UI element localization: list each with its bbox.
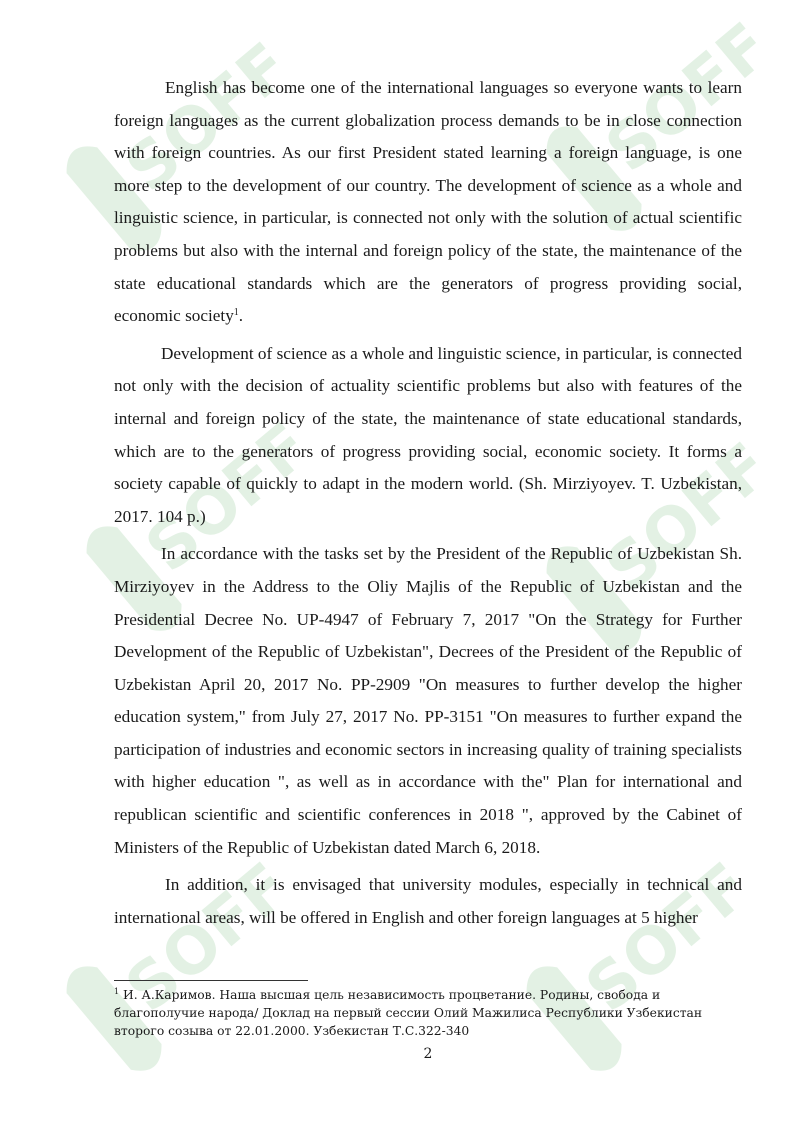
svg-text:SOFF: SOFF xyxy=(112,860,280,1027)
footnote-text: И. А.Каримов. Наша высшая цель независимость процветание. Родины, свобода и благополучие народа/ Доклад на первый сессии Олий Мажилиса Республики Узбекистан второго созыва от 22.01.2000. Узбекистан Т.С.322-340 xyxy=(114,988,703,1038)
paragraph-text: English has become one of the international languages so everyone wants to learn foreign languages as the current globalization process demands to be in close connection with foreign countries. As our first President stated learning a foreign language, is one more step to the development of our country. The development of science as a whole and linguistic science, in particular, is connected not only with the solution of actual scientific problems but also with the internal and foreign policy of the state, the maintenance of the state educational standards which are the generators of progress providing social, economic society xyxy=(114,78,742,326)
svg-text:SOFF: SOFF xyxy=(592,440,760,607)
paragraph-tail: . xyxy=(238,306,244,326)
paragraph xyxy=(114,869,742,934)
paragraph-text: Development of science as a whole and linguistic science, in particular, is connected not only with the decision of actuality scientific problems but also with features of the internal and foreign policy of the state, the maintenance of state educational standards, which are to the generators of progress providing social, economic society. It forms a society capable of quickly to adapt in the modern world. (Sh. Mirziyoyev. T. Uzbekistan, 2017. 104 p.) xyxy=(114,343,742,526)
svg-text:SOFF: SOFF xyxy=(132,420,300,587)
footnote-reference[interactable]: 1 xyxy=(233,307,239,319)
paragraph-text: In accordance with the tasks set by the President of the Republic of Uzbekistan Sh. Mirziyoyev in the Address to the Oliy Majlis of the Republic of Uzbekistan and the Presidential Decree No. UP-4947 of February 7, 2017 "On the Strategy for Further Development of the Republic of Uzbekistan", Decrees of the President of the Republic of Uzbekistan April 20, 2017 No. PP-2909 "On measures to further develop the higher education system," from July 27, 2017 No. PP-3151 "On measures to further expand the participation of industries and economic sectors in increasing quality of training specialists with higher education ", as well as in accordance with the" Plan for international and republican scientific and scientific conferences in 2018 ", approved by the Cabinet of Ministers of the Republic of Uzbekistan dated March 6, 2018. xyxy=(114,544,742,857)
paragraph xyxy=(114,338,742,534)
footnote xyxy=(114,986,742,1040)
paragraph-text: In addition, it is envisaged that university modules, especially in technical and international areas, will be offered in English and other foreign languages at 5 higher xyxy=(114,875,742,927)
footnote-separator xyxy=(114,980,308,981)
page-number: 2 xyxy=(423,1046,433,1062)
svg-text:SOFF: SOFF xyxy=(572,860,740,1027)
paragraph xyxy=(114,72,742,333)
paragraph xyxy=(114,538,742,864)
svg-text:SOFF: SOFF xyxy=(112,40,280,207)
body-text xyxy=(114,72,742,939)
footnote-number: 1 xyxy=(114,987,120,996)
svg-text:SOFF: SOFF xyxy=(592,20,760,187)
